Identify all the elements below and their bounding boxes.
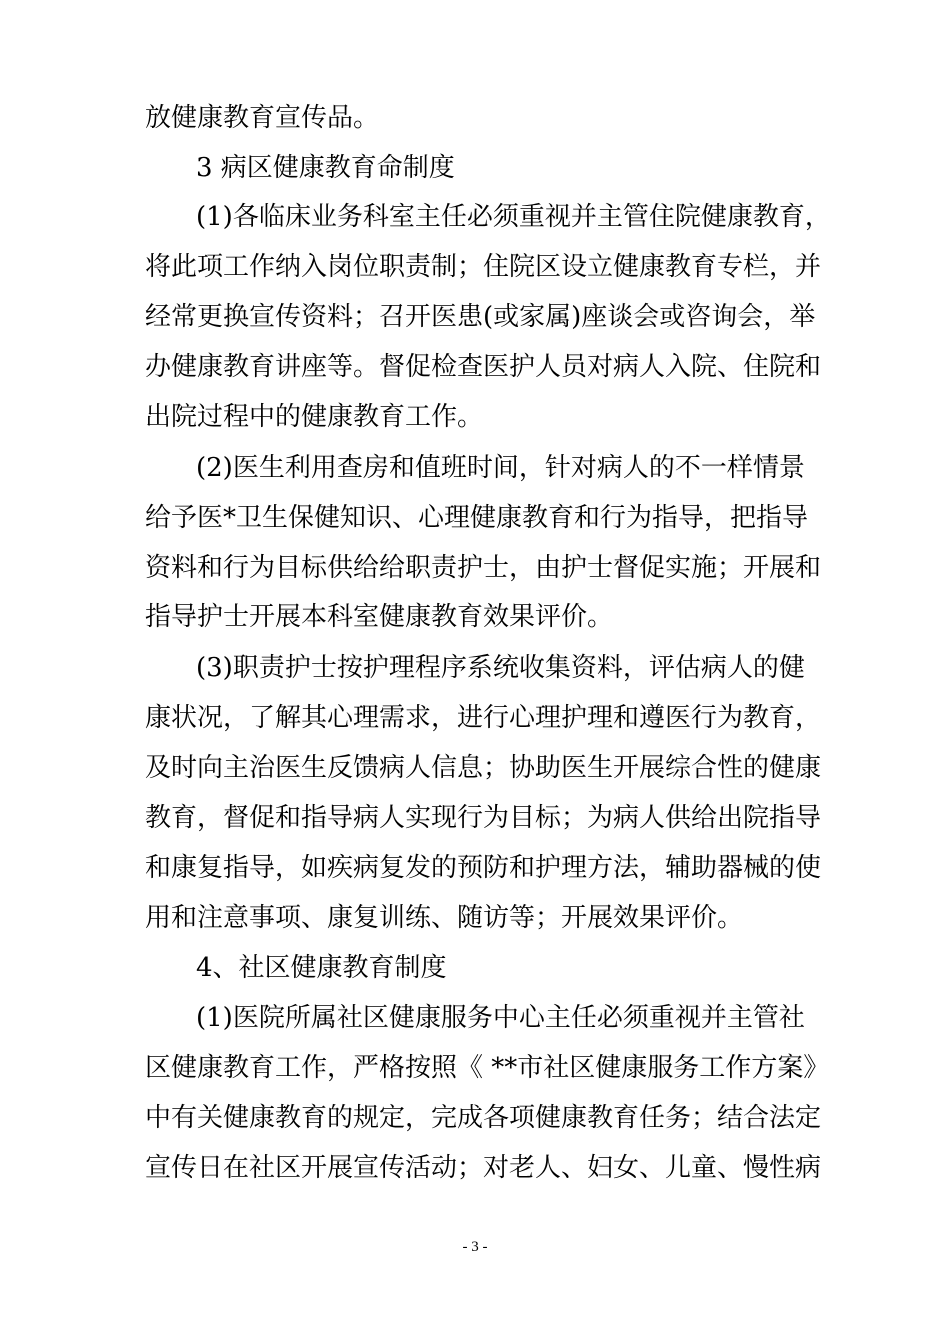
text-line: 给予医*卫生保健知识、心理健康教育和行为指导，把指导 bbox=[145, 503, 809, 533]
text-line: 宣传日在社区开展宣传活动；对老人、妇女、儿童、慢性病 bbox=[145, 1153, 822, 1183]
text-line: 和康复指导，如疾病复发的预防和护理方法，辅助器械的使 bbox=[145, 853, 822, 883]
text-line: 区健康教育工作，严格按照《 **市社区健康服务工作方案》 bbox=[145, 1053, 830, 1083]
text-line: (1)医院所属社区健康服务中心主任必须重视并主管社 bbox=[196, 1003, 805, 1033]
text-line: (3)职责护士按护理程序系统收集资料，评估病人的健 bbox=[196, 653, 805, 683]
section-heading: 4、社区健康教育制度 bbox=[196, 953, 447, 983]
text-line: 放健康教育宣传品。 bbox=[145, 103, 380, 133]
text-line: 用和注意事项、康复训练、随访等；开展效果评价。 bbox=[145, 903, 744, 933]
text-line: 资料和行为目标供给给职责护士，由护士督促实施；开展和 bbox=[145, 553, 822, 583]
text-line: 经常更换宣传资料；召开医患(或家属)座谈会或咨询会，举 bbox=[145, 302, 816, 332]
text-line: 指导护士开展本科室健康教育效果评价。 bbox=[145, 602, 614, 632]
text-line: 教育，督促和指导病人实现行为目标；为病人供给出院指导 bbox=[145, 803, 822, 833]
section-heading: 3 病区健康教育命制度 bbox=[196, 153, 455, 183]
text-line: (2)医生利用查房和值班时间，针对病人的不一样情景 bbox=[196, 453, 805, 483]
text-line: 办健康教育讲座等。督促检查医护人员对病人入院、住院和 bbox=[145, 352, 822, 382]
text-line: 康状况，了解其心理需求，进行心理护理和遵医行为教育， bbox=[145, 703, 822, 733]
text-line: 及时向主治医生反馈病人信息；协助医生开展综合性的健康 bbox=[145, 753, 822, 783]
text-line: 将此项工作纳入岗位职责制；住院区设立健康教育专栏，并 bbox=[145, 252, 822, 282]
text-line: (1)各临床业务科室主任必须重视并主管住院健康教育， bbox=[196, 202, 831, 232]
text-line: 出院过程中的健康教育工作。 bbox=[145, 402, 484, 432]
text-line: 中有关健康教育的规定，完成各项健康教育任务；结合法定 bbox=[145, 1103, 822, 1133]
page-number: - 3 - bbox=[462, 1239, 488, 1255]
